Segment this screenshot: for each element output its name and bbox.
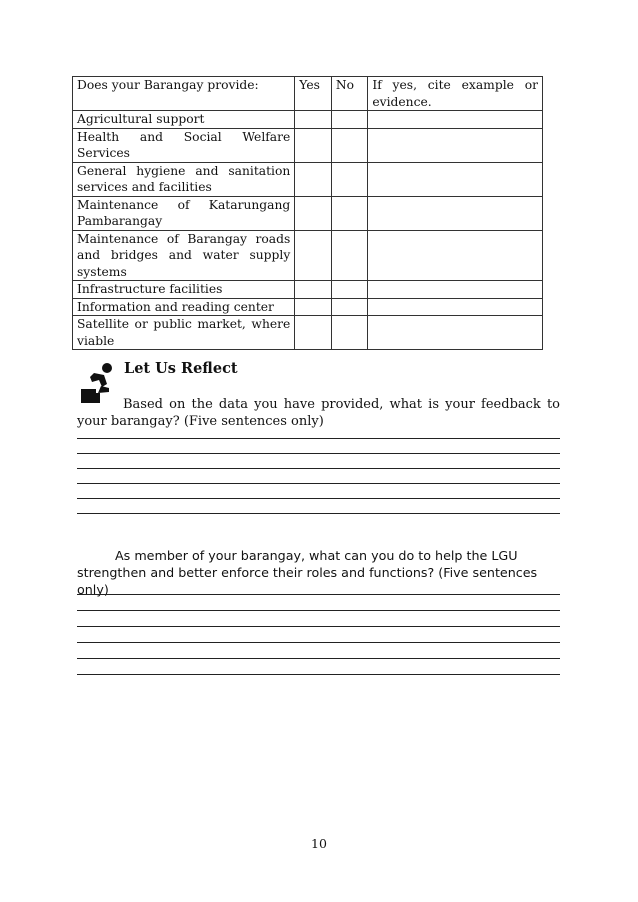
yes-cell[interactable]: [295, 298, 332, 316]
evidence-cell[interactable]: [368, 230, 543, 281]
answer-line[interactable]: [77, 626, 560, 627]
reflection-question-2: As member of your barangay, what can you do to help the LGU strengthen and better enforce their roles and functions? (Five sentences only): [77, 548, 538, 597]
evidence-cell[interactable]: [368, 196, 543, 230]
service-cell: Health and Social Welfare Services: [73, 128, 295, 162]
table-header-row: [73, 77, 543, 111]
service-cell: Maintenance of Katarungang Pambarangay: [73, 196, 295, 230]
yes-cell[interactable]: [295, 196, 332, 230]
service-cell: Satellite or public market, where viable: [73, 316, 295, 350]
reflection-question-1: Based on the data you have provided, what is your feedback to your barangay? (Five sentences only): [77, 397, 560, 429]
answer-line[interactable]: [77, 674, 560, 675]
barangay-services-table: [72, 76, 543, 350]
table-row: [73, 162, 543, 196]
evidence-cell[interactable]: [368, 128, 543, 162]
answer-line[interactable]: [77, 594, 560, 595]
table-row: [73, 316, 543, 350]
service-cell: Maintenance of Barangay roads and bridges and water supply systems: [73, 230, 295, 281]
table-row: [73, 298, 543, 316]
yes-cell[interactable]: [295, 111, 332, 129]
header-no: No: [331, 77, 368, 111]
no-cell[interactable]: [331, 230, 368, 281]
table-row: [73, 230, 543, 281]
answer-line[interactable]: [77, 642, 560, 643]
yes-cell[interactable]: [295, 128, 332, 162]
service-cell: Agricultural support: [73, 111, 295, 129]
answer-line[interactable]: [77, 610, 560, 611]
no-cell[interactable]: [331, 298, 368, 316]
no-cell[interactable]: [331, 162, 368, 196]
yes-cell[interactable]: [295, 162, 332, 196]
section-heading: Let Us Reflect: [124, 360, 238, 377]
no-cell[interactable]: [331, 281, 368, 299]
evidence-cell[interactable]: [368, 162, 543, 196]
table-row: [73, 128, 543, 162]
answer-line[interactable]: [77, 483, 560, 484]
header-service: Does your Barangay provide:: [73, 77, 295, 111]
yes-cell[interactable]: [295, 281, 332, 299]
no-cell[interactable]: [331, 196, 368, 230]
service-cell: Infrastructure facilities: [73, 281, 295, 299]
page-number: 10: [311, 836, 327, 851]
yes-cell[interactable]: [295, 230, 332, 281]
answer-line[interactable]: [77, 468, 560, 469]
no-cell[interactable]: [331, 128, 368, 162]
no-cell[interactable]: [331, 111, 368, 129]
evidence-cell[interactable]: [368, 316, 543, 350]
answer-line[interactable]: [77, 658, 560, 659]
answer-line[interactable]: [77, 453, 560, 454]
service-cell: Information and reading center: [73, 298, 295, 316]
evidence-cell[interactable]: [368, 298, 543, 316]
evidence-cell[interactable]: [368, 281, 543, 299]
evidence-cell[interactable]: [368, 111, 543, 129]
table-row: [73, 111, 543, 129]
table-row: [73, 281, 543, 299]
service-cell: General hygiene and sanitation services and facilities: [73, 162, 295, 196]
header-evidence: If yes, cite example or evidence.: [368, 77, 543, 111]
header-yes: Yes: [295, 77, 332, 111]
table-row: [73, 196, 543, 230]
answer-line[interactable]: [77, 513, 560, 514]
answer-line[interactable]: [77, 498, 560, 499]
answer-line[interactable]: [77, 438, 560, 439]
no-cell[interactable]: [331, 316, 368, 350]
yes-cell[interactable]: [295, 316, 332, 350]
